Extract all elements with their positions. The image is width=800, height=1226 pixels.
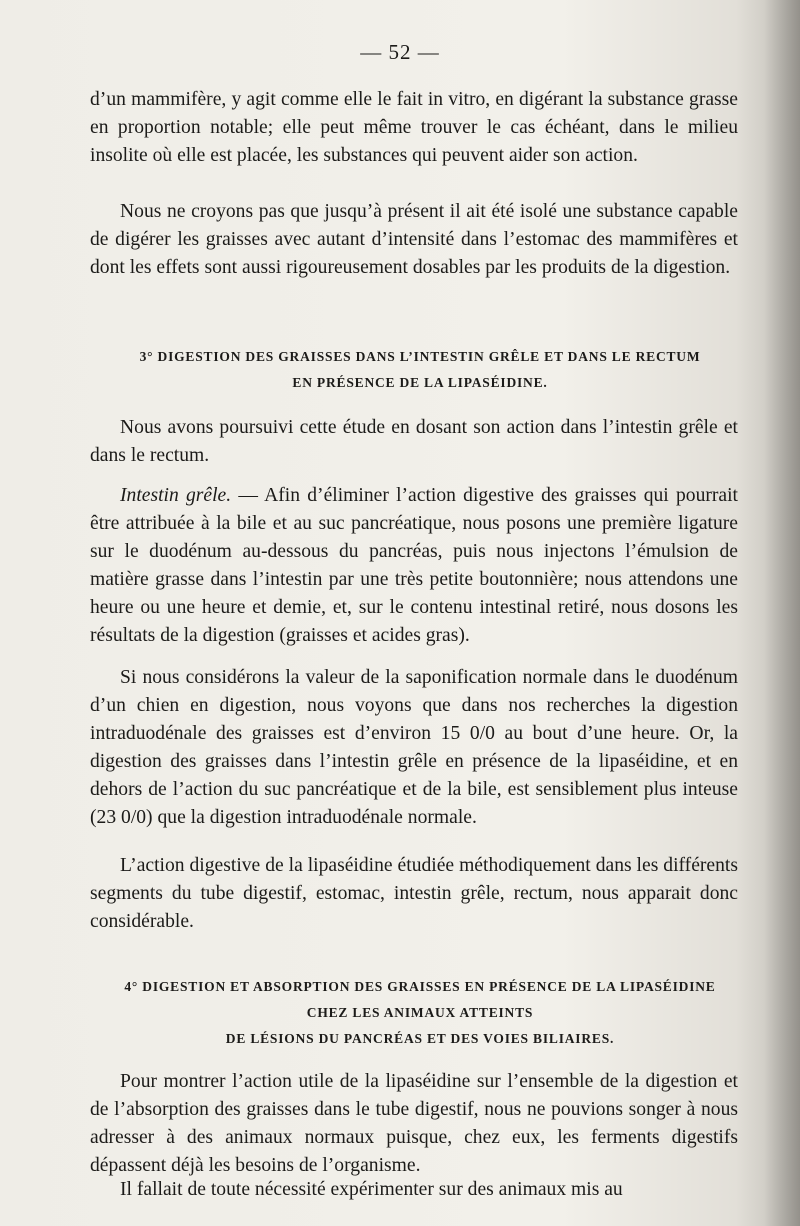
section-3-heading bbox=[90, 344, 750, 396]
paragraph-4-body: — Afin d’éliminer l’action digestive des graisses qui pourrait être attribuée à la bile et au suc pancréatique, nous posons une première ligature sur le duodénum au-dessous du pancréas, puis nous injectons l’émulsion de matière grasse dans l’intestin par une très petite boutonnière; nous attendons une heure ou une heure et demie, et, sur le contenu intestinal retiré, nous dosons les résultats de la digestion (graisses et acides gras). bbox=[90, 485, 739, 646]
paragraph-7: Pour montrer l’action utile de la lipaséidine sur l’ensemble de la digestion et de l’absorption des graisses dans le tube digestif, nous ne pouvions songer à nous adresser à des animaux normaux puisque, chez eux, les ferments digestifs dépassent déjà les besoins de l’organisme. bbox=[90, 1071, 738, 1176]
paragraph-1: d’un mammifère, y agit comme elle le fait in vitro, en digérant la substance grasse en proportion notable; elle peut même trouver le cas échéant, dans le milieu insolite où elle est placée, les substances qui peuvent aider son action. bbox=[90, 89, 738, 166]
paragraph-1-block bbox=[90, 86, 738, 170]
page-number: — 52 — bbox=[360, 40, 440, 64]
section-4-heading-line-3: DE LÉSIONS DU PANCRÉAS ET DES VOIES BILIAIRES. bbox=[225, 1031, 615, 1046]
paragraph-2-block bbox=[90, 198, 738, 282]
paragraph-8-block bbox=[90, 1176, 738, 1204]
paragraph-5-block bbox=[90, 664, 738, 832]
page-edge-shadow bbox=[764, 0, 800, 1226]
section-4-heading bbox=[90, 974, 750, 1052]
subsection-lead-intestin-grele: Intestin grêle. bbox=[120, 485, 232, 506]
section-3-heading-line-2: EN PRÉSENCE DE LA LIPASÉIDINE. bbox=[292, 375, 548, 390]
section-4-heading-line-2: CHEZ LES ANIMAUX ATTEINTS bbox=[306, 1005, 534, 1020]
paragraph-6: L’action digestive de la lipaséidine étudiée méthodiquement dans les différents segments du tube digestif, estomac, intestin grêle, rectum, nous apparait donc considérable. bbox=[90, 855, 738, 932]
paragraph-7-block bbox=[90, 1068, 738, 1180]
paragraph-3-block bbox=[90, 414, 738, 470]
paragraph-3: Nous avons poursuivi cette étude en dosant son action dans l’intestin grêle et dans le rectum. bbox=[90, 417, 738, 466]
paragraph-8: Il fallait de toute nécessité expérimenter sur des animaux mis au bbox=[120, 1179, 623, 1200]
paragraph-5: Si nous considérons la valeur de la saponification normale dans le duodénum d’un chien en digestion, nous voyons que dans nos recherches la digestion intraduodénale des graisses est d’environ 15 0/0 au bout d’une heure. Or, la digestion des graisses dans l’intestin grêle en présence de la lipaséidine, et en dehors de l’action du suc pancréatique et de la bile, est sensiblement plus inteuse (23 0/0) que la digestion intraduodénale normale. bbox=[90, 667, 738, 828]
paragraph-4 bbox=[90, 482, 738, 650]
paragraph-6-block bbox=[90, 852, 738, 936]
paragraph-4-block bbox=[90, 482, 738, 650]
section-4-heading-line-1: 4° DIGESTION ET ABSORPTION DES GRAISSES EN PRÉSENCE DE LA LIPASÉIDINE bbox=[124, 979, 716, 994]
paragraph-2: Nous ne croyons pas que jusqu’à présent il ait été isolé une substance capable de digérer les graisses avec autant d’intensité dans l’estomac des mammifères et dont les effets sont aussi rigoureusement dosables par les produits de la digestion. bbox=[90, 201, 738, 278]
section-3-heading-line-1: 3° DIGESTION DES GRAISSES DANS L’INTESTIN GRÊLE ET DANS LE RECTUM bbox=[139, 349, 701, 364]
